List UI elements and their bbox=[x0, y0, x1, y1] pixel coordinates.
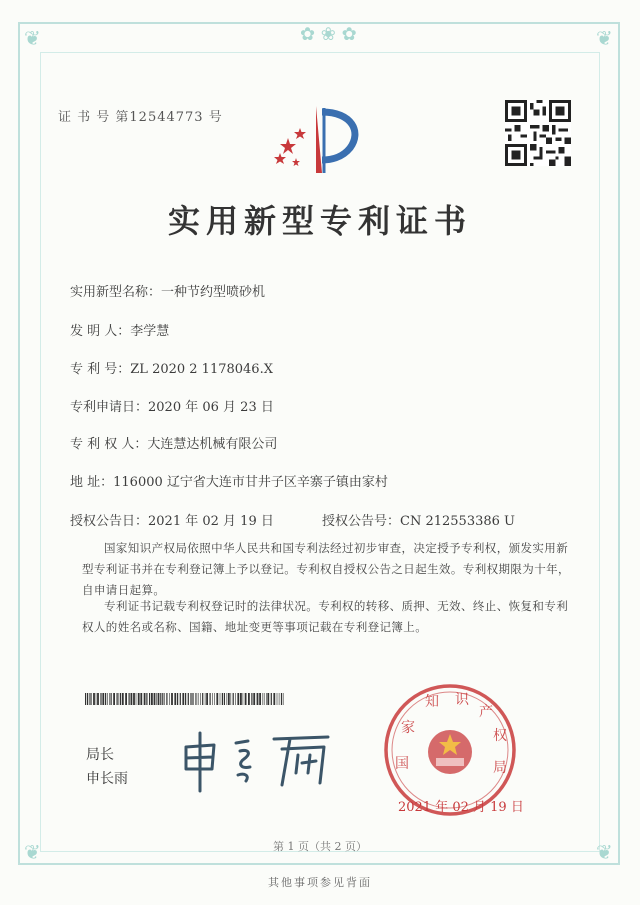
certificate-number: 证 书 号 第12544773 号 bbox=[58, 110, 223, 125]
field-grant-date bbox=[70, 510, 274, 529]
cnipa-logo-icon bbox=[266, 98, 376, 178]
barcode-icon bbox=[85, 693, 285, 705]
field-patent-no-label: 专 利 号： bbox=[70, 362, 131, 377]
field-filing-date-value: 2020 年 06 月 23 日 bbox=[148, 400, 274, 415]
corner-ornament-icon: ❦ bbox=[596, 840, 613, 864]
field-name bbox=[70, 281, 265, 300]
field-grant-no bbox=[322, 510, 515, 529]
field-address bbox=[70, 471, 388, 490]
field-patentee-label: 专 利 权 人： bbox=[70, 437, 148, 452]
svg-text:识: 识 bbox=[455, 692, 469, 708]
svg-text:国: 国 bbox=[395, 756, 409, 772]
certificate-title: 实用新型专利证书 bbox=[167, 202, 472, 240]
corner-ornament-icon: ❦ bbox=[596, 26, 613, 50]
page-indicator: 第 1 页（共 2 页） bbox=[273, 840, 367, 853]
qr-code-icon bbox=[505, 100, 571, 166]
field-address-label: 地 址： bbox=[70, 475, 114, 490]
svg-text:家: 家 bbox=[401, 720, 415, 736]
field-inventor-label: 发 明 人： bbox=[70, 324, 131, 339]
field-grant-no-value: CN 212553386 U bbox=[400, 514, 515, 529]
field-patentee bbox=[70, 433, 277, 452]
field-name-value: 一种节约型喷砂机 bbox=[161, 285, 266, 300]
signatory-title: 局长 bbox=[86, 747, 114, 763]
handwritten-signature bbox=[178, 725, 338, 795]
field-grant-date-value: 2021 年 02 月 19 日 bbox=[148, 514, 274, 529]
field-patent-no-value: ZL 2020 2 1178046.X bbox=[130, 362, 273, 377]
svg-text:局: 局 bbox=[493, 760, 507, 776]
body-paragraph-1: 国家知识产权局依照中华人民共和国专利法经过初步审查，决定授予专利权，颁发实用新型专利证书并在专利登记簿上予以登记。专利权自授权公告之日起生效。专利权期限为十年，自申请日起算。 bbox=[82, 541, 570, 597]
corner-ornament-icon: ❦ bbox=[24, 26, 41, 50]
field-grant-date-label: 授权公告日： bbox=[70, 514, 149, 529]
seal-date: 2021 年 02 月 19 日 bbox=[398, 800, 524, 815]
field-patent-no bbox=[70, 358, 273, 377]
top-ornament-icon: ✿ ❀ ✿ bbox=[300, 24, 357, 45]
field-grant-no-label: 授权公告号： bbox=[322, 514, 401, 529]
footer-note: 其他事项参见背面 bbox=[268, 876, 372, 889]
signatory-name: 申长雨 bbox=[86, 771, 128, 787]
corner-ornament-icon: ❦ bbox=[24, 840, 41, 864]
field-inventor bbox=[70, 320, 169, 339]
field-filing-date bbox=[70, 396, 274, 415]
field-name-label: 实用新型名称： bbox=[70, 285, 162, 300]
field-address-value: 116000 辽宁省大连市甘井子区辛寨子镇由家村 bbox=[113, 475, 388, 490]
body-paragraph-2: 专利证书记载专利权登记时的法律状况。专利权的转移、质押、无效、终止、恢复和专利权人的姓名或名称、国籍、地址变更等事项记载在专利登记簿上。 bbox=[82, 599, 569, 634]
svg-text:知: 知 bbox=[425, 694, 439, 710]
field-patentee-value: 大连慧达机械有限公司 bbox=[147, 437, 278, 452]
svg-text:产: 产 bbox=[479, 704, 493, 720]
field-inventor-value: 李学慧 bbox=[130, 324, 170, 339]
svg-text:权: 权 bbox=[493, 728, 507, 744]
field-filing-date-label: 专利申请日： bbox=[70, 400, 149, 415]
